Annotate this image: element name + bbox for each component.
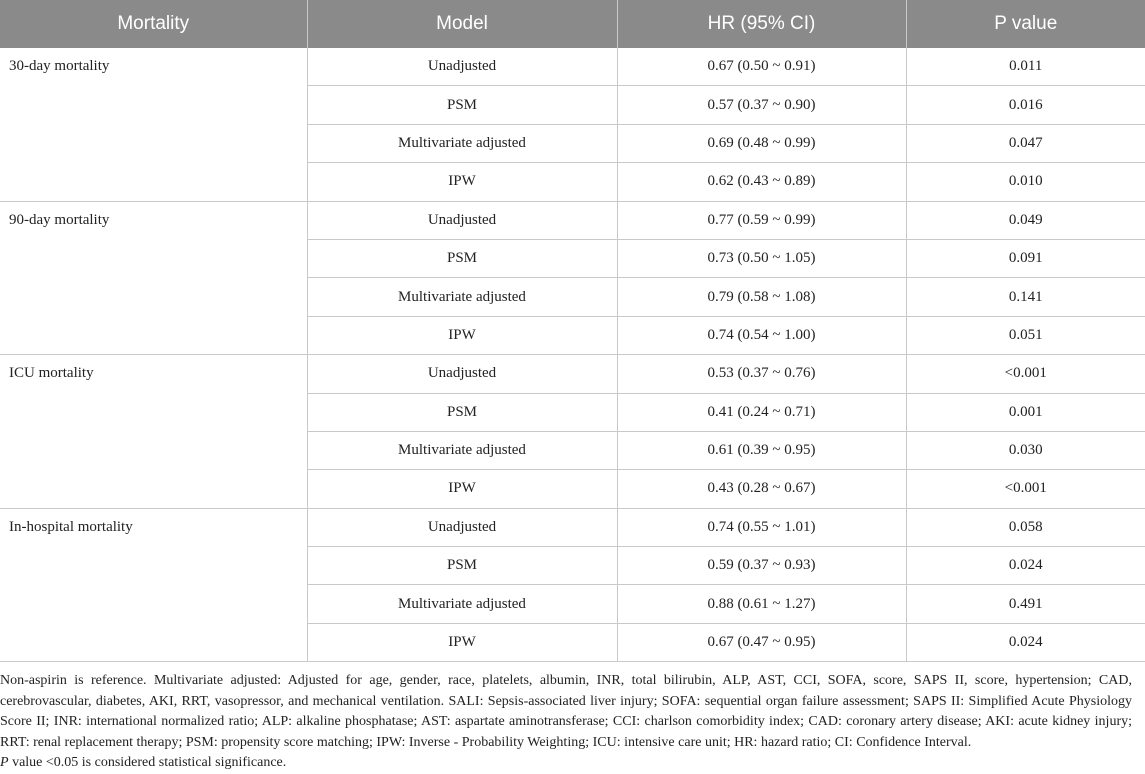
model-cell: Multivariate adjusted xyxy=(307,278,617,316)
hr-cell: 0.57 (0.37 ~ 0.90) xyxy=(617,86,906,124)
p-value-cell: 0.141 xyxy=(906,278,1145,316)
p-value-cell: <0.001 xyxy=(906,355,1145,393)
p-value-cell: 0.030 xyxy=(906,431,1145,469)
p-value-cell: 0.010 xyxy=(906,163,1145,201)
model-cell: Unadjusted xyxy=(307,201,617,239)
model-cell: Unadjusted xyxy=(307,355,617,393)
hr-cell: 0.61 (0.39 ~ 0.95) xyxy=(617,431,906,469)
table-footnote xyxy=(0,671,1132,774)
p-value-cell: 0.491 xyxy=(906,585,1145,623)
model-cell: Multivariate adjusted xyxy=(307,124,617,162)
model-cell: Multivariate adjusted xyxy=(307,431,617,469)
significance-text: value <0.05 is considered statistical significance. xyxy=(8,755,287,770)
model-cell: IPW xyxy=(307,316,617,354)
p-value-cell: 0.024 xyxy=(906,547,1145,585)
p-value-cell: <0.001 xyxy=(906,470,1145,508)
hr-cell: 0.73 (0.50 ~ 1.05) xyxy=(617,239,906,277)
hr-cell: 0.69 (0.48 ~ 0.99) xyxy=(617,124,906,162)
hr-cell: 0.74 (0.54 ~ 1.00) xyxy=(617,316,906,354)
model-cell: IPW xyxy=(307,623,617,661)
p-value-cell: 0.051 xyxy=(906,316,1145,354)
table-row xyxy=(0,355,1145,393)
table-body xyxy=(0,48,1145,662)
p-value-cell: 0.001 xyxy=(906,393,1145,431)
mortality-cell: 90-day mortality xyxy=(0,201,307,355)
header-model: Model xyxy=(307,0,617,48)
hr-cell: 0.53 (0.37 ~ 0.76) xyxy=(617,355,906,393)
model-cell: PSM xyxy=(307,393,617,431)
model-cell: Unadjusted xyxy=(307,508,617,546)
p-value-cell: 0.047 xyxy=(906,124,1145,162)
p-value-cell: 0.011 xyxy=(906,48,1145,86)
p-value-cell: 0.058 xyxy=(906,508,1145,546)
mortality-cell: 30-day mortality xyxy=(0,48,307,201)
model-cell: Multivariate adjusted xyxy=(307,585,617,623)
hr-cell: 0.67 (0.47 ~ 0.95) xyxy=(617,623,906,661)
table-row xyxy=(0,201,1145,239)
header-p-value: P value xyxy=(906,0,1145,48)
hr-cell: 0.79 (0.58 ~ 1.08) xyxy=(617,278,906,316)
p-italic: P xyxy=(0,755,9,770)
mortality-cell: In-hospital mortality xyxy=(0,508,307,662)
hr-cell: 0.88 (0.61 ~ 1.27) xyxy=(617,585,906,623)
table-row xyxy=(0,508,1145,546)
hr-cell: 0.41 (0.24 ~ 0.71) xyxy=(617,393,906,431)
hr-cell: 0.43 (0.28 ~ 0.67) xyxy=(617,470,906,508)
header-row xyxy=(0,0,1145,48)
model-cell: PSM xyxy=(307,239,617,277)
mortality-cell: ICU mortality xyxy=(0,355,307,509)
table-row xyxy=(0,48,1145,86)
significance-note xyxy=(0,753,1132,774)
hr-cell: 0.74 (0.55 ~ 1.01) xyxy=(617,508,906,546)
footnote-text: Non-aspirin is reference. Multivariate adjusted: Adjusted for age, gender, race, platelets, albumin, INR, total bilirubin, ALP, AST, CCI, SOFA, score, SAPS II, score, hypertension; CAD, cerebrovascular, diabetes, AKI, RRT, vasopressor, and mechanical ventilation. SALI: Sepsis-associated liver injury; SOFA: sequential organ failure assessment; SAPS II: Simplified Acute Physiology Score II; INR: international normalized ratio; ALP: alkaline phosphatase; AST: aspartate aminotransferase; CCI: charlson comorbidity index; CAD: coronary artery disease; AKI: acute kidney injury; RRT: renal replacement therapy; PSM: propensity score matching; IPW: Inverse - Probability Weighting; ICU: intensive care unit; HR: hazard ratio; CI: Confidence Interval. xyxy=(0,673,1132,750)
p-value-cell: 0.016 xyxy=(906,86,1145,124)
model-cell: PSM xyxy=(307,547,617,585)
model-cell: IPW xyxy=(307,470,617,508)
p-value-cell: 0.049 xyxy=(906,201,1145,239)
model-cell: IPW xyxy=(307,163,617,201)
hr-cell: 0.59 (0.37 ~ 0.93) xyxy=(617,547,906,585)
hr-cell: 0.62 (0.43 ~ 0.89) xyxy=(617,163,906,201)
p-value-cell: 0.091 xyxy=(906,239,1145,277)
p-value-cell: 0.024 xyxy=(906,623,1145,661)
hr-cell: 0.67 (0.50 ~ 0.91) xyxy=(617,48,906,86)
model-cell: PSM xyxy=(307,86,617,124)
hr-cell: 0.77 (0.59 ~ 0.99) xyxy=(617,201,906,239)
header-hr: HR (95% CI) xyxy=(617,0,906,48)
model-cell: Unadjusted xyxy=(307,48,617,86)
header-mortality: Mortality xyxy=(0,0,307,48)
